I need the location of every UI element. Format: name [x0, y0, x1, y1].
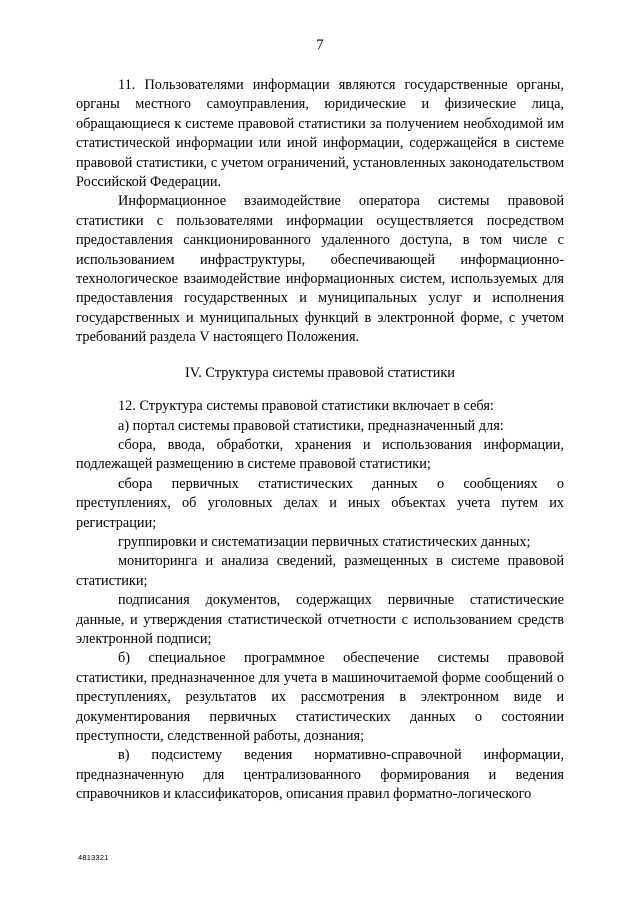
item-a-primary-data: сбора первичных статистических данных о сообщениях о преступлениях, об уголовных делах и иных объектах учета путем их регистрации; — [76, 475, 564, 531]
item-a-grouping: группировки и систематизации первичных статистических данных; — [118, 533, 531, 550]
item-a-monitoring: мониторинга и анализа сведений, размещенных в системе правовой статистики; — [76, 553, 564, 589]
document-code: 4813321 — [78, 853, 109, 862]
paragraph-11: 11. Пользователями информации являются государственные органы, органы местного самоуправления, юридические и физические лица, обращающиеся к системе правовой статистики за получением необходимой им статистической информации или иной информации, содержащейся в системе правовой статистики, с учетом ограничений, установленных законодательством Российской Федерации. — [76, 77, 564, 191]
item-a: а) портал системы правовой статистики, предназначенный для: — [118, 417, 504, 434]
item-a-signing: подписания документов, содержащих первичные статистические данные, и утверждения статистической отчетности с использованием средств электронной подписи; — [76, 592, 564, 647]
item-a-collection-input: сбора, ввода, обработки, хранения и использования информации, подлежащей размещению в системе правовой статистики; — [76, 436, 564, 473]
section-heading: IV. Структура системы правовой статистики — [185, 364, 455, 381]
paragraph-information-interaction: Информационное взаимодействие оператора системы правовой статистики с пользователями информации осуществляется посредством предоставления санкционированного удаленного доступа, в том числе с использованием инфраструктуры, обеспечивающей информационно-технологическое взаимодействие информационных систем, используемых для предоставления государственных и муниципальных услуг и исполнения государственных и муниципальных функций в электронной форме, с учетом требований раздела V настоящего Положения. — [76, 193, 564, 346]
page-number: 7 — [316, 37, 324, 53]
document-body — [76, 76, 564, 805]
item-c: в) подсистему ведения нормативно-справочной информации, предназначенную для централизованного формирования и ведения справочников и классификаторов, описания правил форматно-логического — [76, 747, 564, 803]
item-b: б) специальное программное обеспечение системы правовой статистики, предназначенное для учета в машиночитаемой форме сообщений о преступлениях, результатов их рассмотрения в электронном виде и документирования первичных статистических данных о состоянии преступности, следственной работы, дознания; — [76, 650, 564, 744]
paragraph-12: 12. Структура системы правовой статистики включает в себя: — [118, 398, 494, 415]
